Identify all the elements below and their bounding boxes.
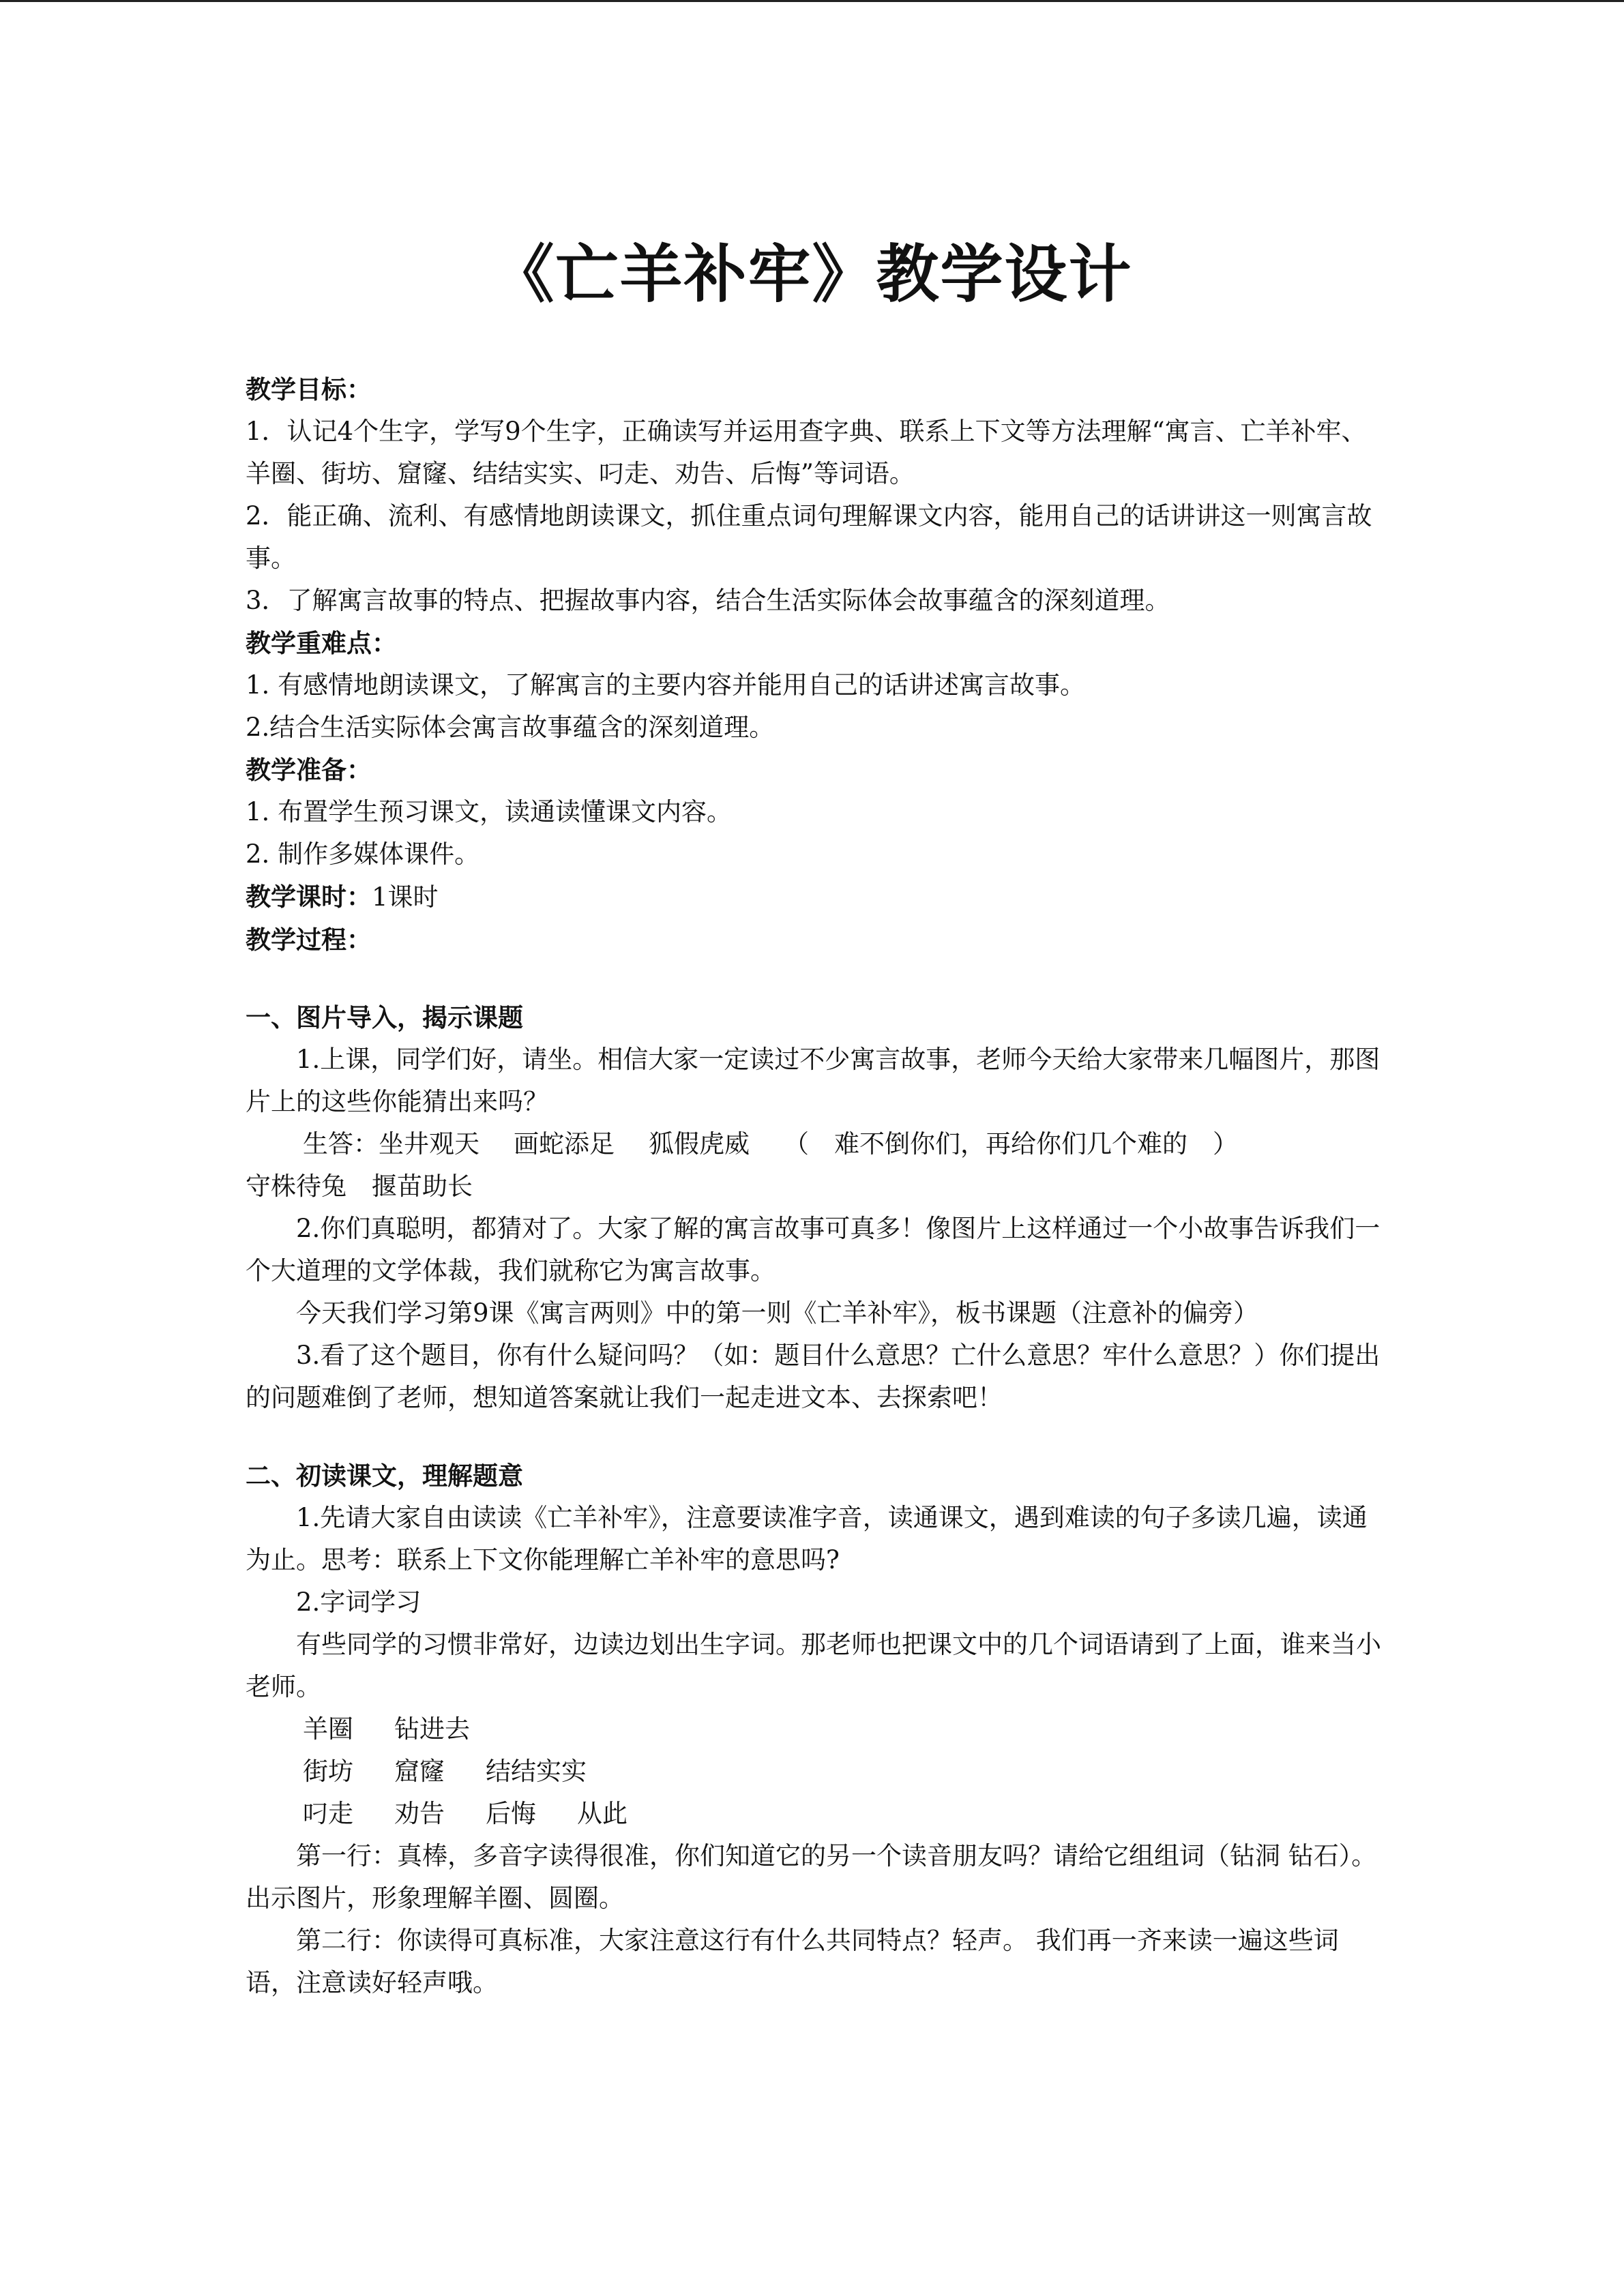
page-top-border (0, 0, 1624, 2)
vocab-word: 后悔 (486, 1799, 536, 1828)
vocab-word: 街坊 (303, 1757, 353, 1786)
subheading: 2.字词学习 (296, 1587, 422, 1617)
section-heading: 一、图片导入，揭示课题 (246, 1002, 523, 1032)
class-hours-value: 1课时 (372, 882, 439, 912)
word-row (246, 1708, 1381, 1750)
paragraph: 3.看了这个题目，你有什么疑问吗？（如：题目什么意思？亡什么意思？牢什么意思？）你们提出的问题难倒了老师，想知道答案就让我们一起走进文本、去探索吧！ (246, 1341, 1381, 1412)
student-answers-continued: 守株待兔 揠苗助长 (246, 1172, 473, 1201)
document-body (246, 368, 1381, 2004)
answer-item: 生答：坐井观天 (303, 1129, 479, 1159)
objective-item: 3．了解寓言故事的特点、把握故事内容，结合生活实际体会故事蕴含的深刻道理。 (246, 586, 1170, 615)
page-title: 《亡羊补牢》教学设计 (491, 237, 1133, 311)
class-hours-label: 教学课时： (246, 882, 372, 912)
answer-note: （ 难不倒你们，再给你们几个难的 ） (784, 1129, 1238, 1159)
vocab-word: 劝告 (394, 1799, 445, 1828)
word-row (246, 1750, 1381, 1793)
vocab-word: 窟窿 (394, 1757, 445, 1786)
keypoint-item: 1. 有感情地朗读课文，了解寓言的主要内容并能用自己的话讲述寓言故事。 (246, 670, 1086, 700)
paragraph: 今天我们学习第9课《寓言两则》中的第一则《亡羊补牢》，板书课题（注意补的偏旁） (296, 1298, 1259, 1328)
answer-item: 画蛇添足 (514, 1129, 615, 1159)
objective-item: 2．能正确、流利、有感情地朗读课文，抓住重点词句理解课文内容，能用自己的话讲讲这一则寓言故事。 (246, 501, 1372, 573)
keypoint-item: 2.结合生活实际体会寓言故事蕴含的深刻道理。 (246, 713, 775, 742)
section-heading: 二、初读课文，理解题意 (246, 1461, 523, 1491)
paragraph: 2.你们真聪明，都猜对了。大家了解的寓言故事可真多！像图片上这样通过一个小故事告诉我们一个大道理的文学体裁，我们就称它为寓言故事。 (246, 1214, 1381, 1285)
vocab-word: 从此 (577, 1799, 628, 1828)
paragraph: 有些同学的习惯非常好，边读边划出生字词。那老师也把课文中的几个词语请到了上面，谁来当小老师。 (246, 1630, 1381, 1701)
vocab-word: 结结实实 (486, 1757, 587, 1786)
answer-item: 狐假虎威 (649, 1129, 750, 1159)
process-heading: 教学过程： (246, 925, 372, 955)
paragraph: 1.先请大家自由读读《亡羊补牢》，注意要读准字音，读通课文，遇到难读的句子多读几遍，读通为止。思考：联系上下文你能理解亡羊补牢的意思吗? (246, 1503, 1368, 1575)
prep-item: 2. 制作多媒体课件。 (246, 839, 480, 869)
paragraph: 1.上课，同学们好，请坐。相信大家一定读过不少寓言故事，老师今天给大家带来几幅图片，那图片上的这些你能猜出来吗？ (246, 1045, 1381, 1116)
objective-item: 1．认记4个生字，学写9个生字，正确读写并运用查字典、联系上下文等方法理解“寓言、亡羊补牢、羊圈、街坊、窟窿、结结实实、叼走、劝告、后悔”等词语。 (246, 417, 1367, 488)
keypoints-heading: 教学重难点： (246, 628, 397, 658)
vocab-word: 钻进去 (394, 1714, 470, 1744)
word-row (246, 1793, 1381, 1835)
prep-item: 1. 布置学生预习课文，读通读懂课文内容。 (246, 797, 733, 826)
paragraph: 第二行：你读得可真标准，大家注意这行有什么共同特点？轻声。 我们再一齐来读一遍这些词语，注意读好轻声哦。 (246, 1926, 1339, 1997)
student-answers (246, 1123, 1381, 1165)
paragraph: 第一行：真棒，多音字读得很准，你们知道它的另一个读音朋友吗？请给它组组词（钻洞 钻石）。出示图片，形象理解羊圈、圆圈。 (246, 1841, 1377, 1913)
vocab-word: 叼走 (303, 1799, 353, 1828)
vocab-word: 羊圈 (303, 1714, 353, 1744)
class-hours (246, 876, 1381, 919)
prep-heading: 教学准备： (246, 755, 372, 785)
objectives-heading: 教学目标： (246, 374, 372, 404)
